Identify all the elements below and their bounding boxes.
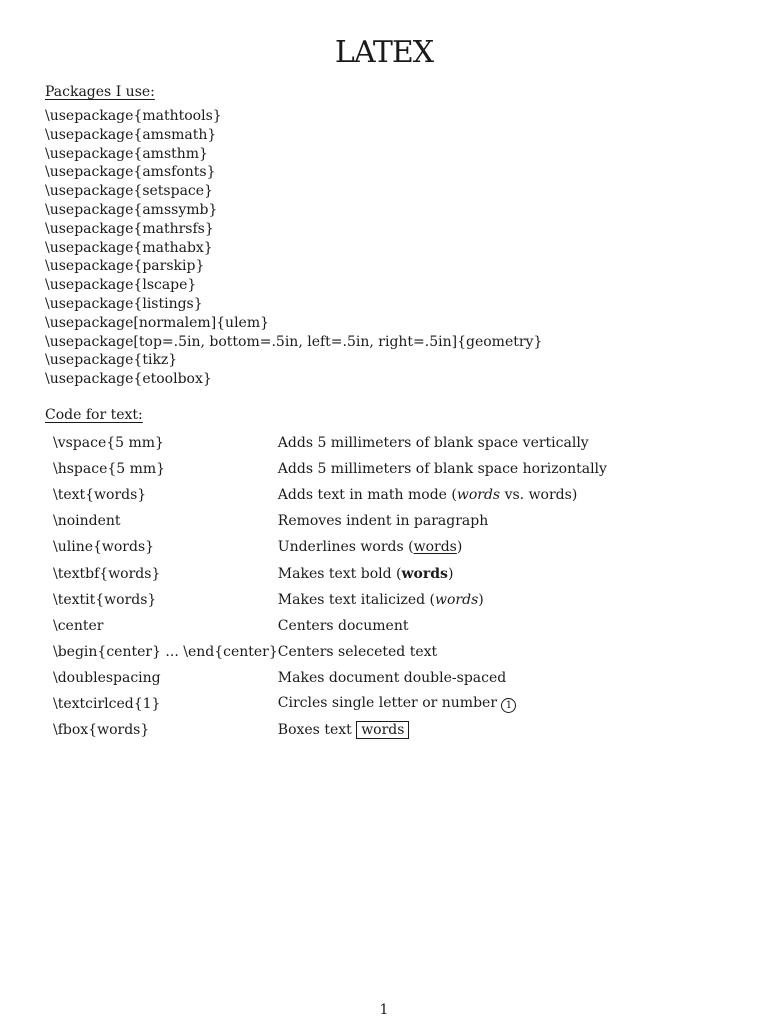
- code-heading: Code for text:: [45, 407, 143, 423]
- boxed-example: words: [356, 721, 409, 739]
- command-cell: \noindent: [53, 513, 121, 530]
- command-cell: \begin{center} ... \end{center}: [53, 643, 278, 660]
- package-item: \usepackage{listings}: [45, 295, 203, 312]
- description-cell: [278, 691, 607, 717]
- command-cell: \textcirlced{1}: [53, 695, 161, 712]
- table-row: [45, 430, 607, 456]
- description-cell: Centers seleceted text: [277, 643, 438, 660]
- package-item: \usepackage{mathabx}: [45, 239, 213, 256]
- page-number: 1: [379, 1002, 389, 1018]
- description-text: Boxes text: [277, 722, 357, 739]
- package-item: \usepackage{amssymb}: [45, 201, 218, 218]
- package-item: \usepackage[normalem]{ulem}: [45, 314, 270, 331]
- underline-example: words: [413, 539, 457, 556]
- package-item: \usepackage{amsthm}: [45, 145, 208, 162]
- description-text: ): [447, 565, 454, 582]
- command-cell: \text{words}: [53, 487, 147, 504]
- description-cell: Centers document: [277, 617, 409, 634]
- packages-list: [45, 107, 542, 389]
- package-item: \usepackage{amsmath}: [45, 126, 217, 143]
- description-cell: Adds 5 millimeters of blank space horizontally: [277, 461, 607, 478]
- description-cell: Removes indent in paragraph: [277, 513, 489, 530]
- italic-example: words: [456, 487, 501, 504]
- package-item: \usepackage[top=.5in, bottom=.5in, left=.5in, right=.5in]{geometry}: [45, 333, 543, 350]
- description-text: vs. words): [500, 487, 578, 504]
- package-item: \usepackage{tikz}: [45, 352, 178, 369]
- table-row: [45, 613, 607, 639]
- description-cell: [278, 717, 607, 743]
- table-row: [45, 534, 607, 560]
- table-row: [45, 691, 607, 717]
- description-cell: [278, 482, 607, 508]
- description-cell: [278, 587, 607, 613]
- description-text: Circles single letter or number: [277, 694, 502, 711]
- table-row: [45, 587, 607, 613]
- table-row: [45, 639, 607, 665]
- italic-example: words: [435, 591, 479, 608]
- table-row: [45, 482, 607, 508]
- command-cell: \textbf{words}: [53, 565, 161, 582]
- description-text: ): [478, 591, 484, 608]
- packages-heading: Packages I use:: [45, 84, 155, 100]
- package-item: \usepackage{etoolbox}: [45, 371, 212, 388]
- description-text: ): [456, 539, 463, 556]
- description-cell: Adds 5 millimeters of blank space vertically: [277, 435, 589, 452]
- table-row: [45, 456, 607, 482]
- package-item: \usepackage{mathtools}: [45, 108, 222, 124]
- table-row: [45, 665, 607, 691]
- package-item: \usepackage{mathrsfs}: [45, 220, 214, 237]
- command-cell: \vspace{5 mm}: [53, 435, 164, 452]
- description-cell: [278, 534, 607, 560]
- bold-example: words: [401, 565, 448, 582]
- circled-example: 1: [501, 698, 516, 713]
- command-cell: \textit{words}: [53, 591, 157, 608]
- command-cell: \doublespacing: [53, 669, 161, 686]
- package-item: \usepackage{amsfonts}: [45, 164, 216, 181]
- package-item: \usepackage{parskip}: [45, 258, 205, 275]
- command-cell: \uline{words}: [53, 539, 155, 556]
- description-text: Adds text in math mode (: [277, 487, 457, 504]
- description-text: Makes text bold (: [277, 565, 402, 582]
- command-cell: \fbox{words}: [53, 722, 150, 739]
- command-cell: \center: [53, 617, 104, 634]
- code-table: [45, 430, 607, 743]
- description-text: Makes text italicized (: [277, 591, 436, 608]
- description-cell: Makes document double-spaced: [277, 669, 507, 686]
- command-cell: \hspace{5 mm}: [53, 461, 166, 478]
- document-title: LATEX: [334, 35, 434, 70]
- package-item: \usepackage{setspace}: [45, 183, 213, 200]
- table-row: [45, 508, 607, 534]
- description-cell: [278, 560, 607, 586]
- table-row: [45, 560, 607, 586]
- table-row: [45, 717, 607, 743]
- description-text: Underlines words (: [277, 539, 414, 556]
- package-item: \usepackage{lscape}: [45, 277, 197, 294]
